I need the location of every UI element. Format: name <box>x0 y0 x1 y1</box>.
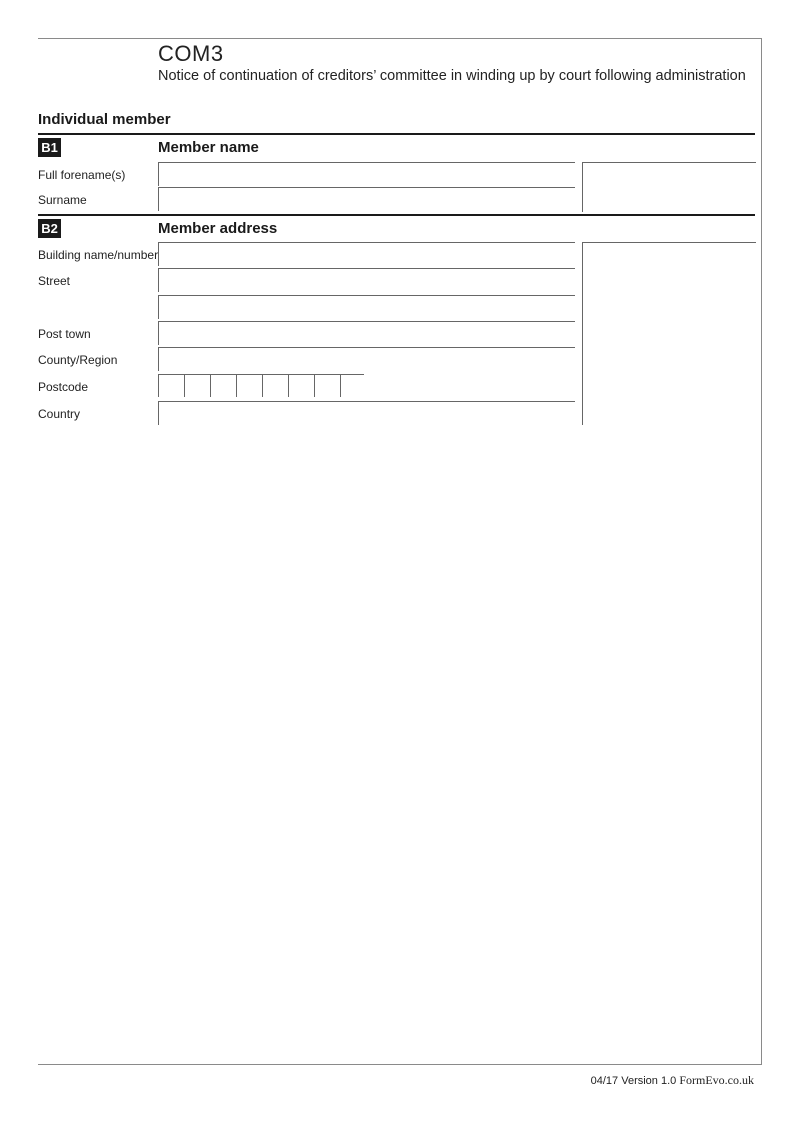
postcode-box[interactable] <box>314 374 336 397</box>
surname-input[interactable] <box>158 187 575 211</box>
postcode-box[interactable] <box>340 374 362 397</box>
section-b1-rule <box>38 133 755 135</box>
country-label: Country <box>38 407 81 421</box>
section-b1-badge: B1 <box>38 138 61 157</box>
postcode-box[interactable] <box>158 374 180 397</box>
postcode-gap-mask <box>364 373 575 375</box>
post-town-input[interactable] <box>158 321 575 345</box>
footer-version: 04/17 Version 1.0 <box>590 1075 677 1087</box>
section-b1-heading: Member name <box>158 139 259 156</box>
building-label: Building name/number <box>38 248 159 262</box>
street-input-line-1[interactable] <box>158 268 575 292</box>
street-input-line-2[interactable] <box>158 295 575 319</box>
county-label: County/Region <box>38 353 118 367</box>
county-input[interactable] <box>158 347 575 371</box>
post-town-label: Post town <box>38 327 91 341</box>
b1-side-panel <box>582 162 756 212</box>
b2-side-panel <box>582 242 756 425</box>
street-label: Street <box>38 274 71 288</box>
building-input[interactable] <box>158 242 575 266</box>
postcode-box[interactable] <box>236 374 258 397</box>
part-title: Individual member <box>38 111 171 128</box>
postcode-box[interactable] <box>288 374 310 397</box>
page-frame-top <box>38 38 762 39</box>
postcode-label: Postcode <box>38 380 89 394</box>
b2-side-rule <box>582 242 756 243</box>
footer-brand: FormEvo.co.uk <box>679 1073 754 1087</box>
surname-label: Surname <box>38 193 87 207</box>
page-frame-bottom <box>38 1064 762 1065</box>
postcode-box[interactable] <box>210 374 232 397</box>
forenames-input[interactable] <box>158 162 575 186</box>
form-code: COM3 <box>158 41 224 66</box>
country-input[interactable] <box>158 401 575 425</box>
postcode-box[interactable] <box>184 374 206 397</box>
footer <box>591 1073 754 1088</box>
form-title: Notice of continuation of creditors’ committee in winding up by court following administration <box>158 68 746 84</box>
forenames-label: Full forename(s) <box>38 168 126 182</box>
b1-side-rule <box>582 162 756 163</box>
page-frame-right <box>761 38 762 1064</box>
postcode-top-edge <box>158 374 364 375</box>
section-b2-rule <box>38 214 755 216</box>
postcode-box[interactable] <box>262 374 284 397</box>
section-b2-badge: B2 <box>38 219 61 238</box>
section-b2-heading: Member address <box>158 220 278 237</box>
